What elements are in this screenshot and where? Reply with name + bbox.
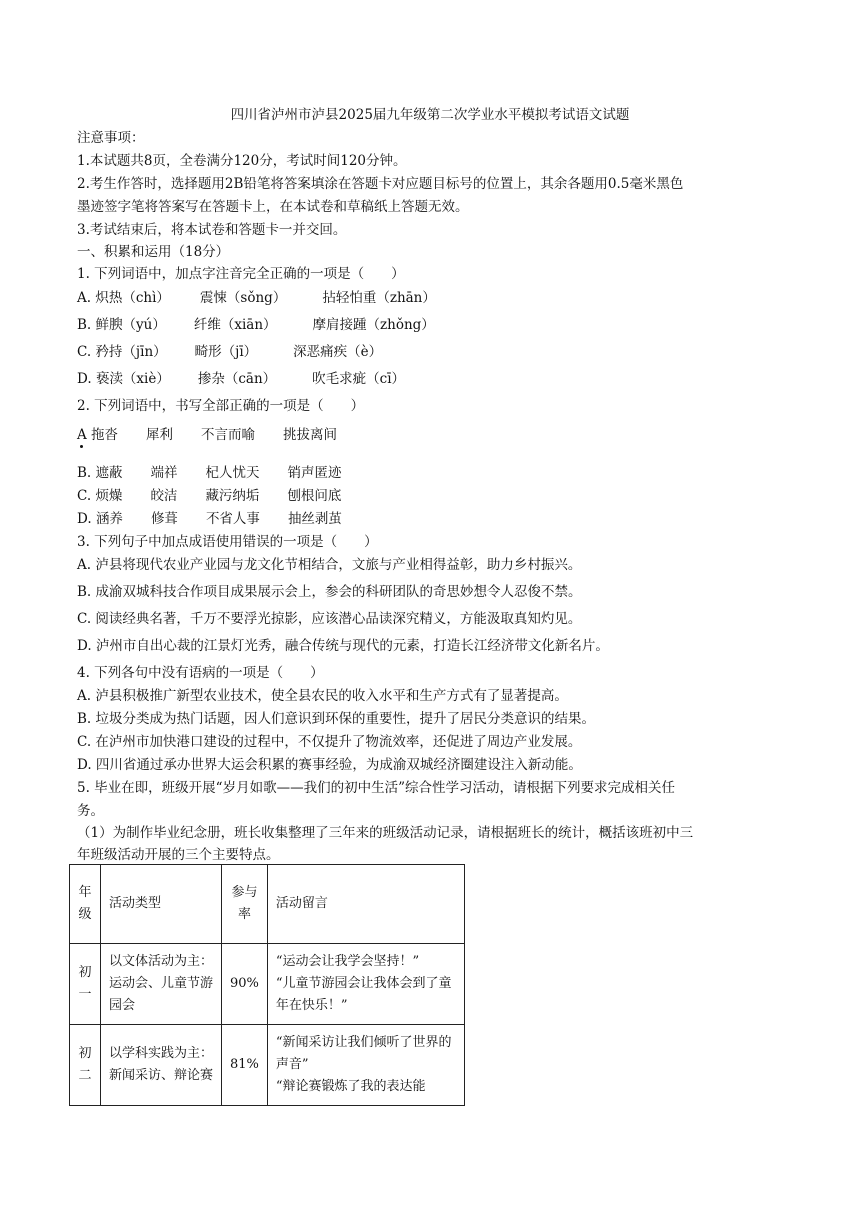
word: 烦燥: [95, 488, 123, 504]
q1-option-c: [77, 342, 382, 362]
option-label: C.: [77, 344, 92, 360]
word: 矜持（jīn）: [95, 344, 167, 360]
q2-stem: 2. 下列词语中，书写全部正确的一项是（ ）: [77, 398, 365, 414]
q1-option-a: [77, 288, 436, 308]
header-rate: 参与率: [222, 865, 268, 944]
word: 端祥: [150, 465, 178, 481]
cell-type: 以文体活动为主：运动会、儿童节游园会: [101, 944, 222, 1025]
q3-option: D. 泸州市自出心裁的江景灯光秀，融合传统与现代的元素，打造长江经济带文化新名片。: [77, 638, 609, 654]
q3-option: A. 泸县将现代农业产业园与龙文化节相结合，文旅与产业相得益彰，助力乡村振兴。: [77, 557, 582, 573]
q5-stem: 5. 毕业在即，班级开展“岁月如歌——我们的初中生活”综合性学习活动，请根据下列要求完成相关任: [77, 780, 675, 796]
message-line: “运动会让我学会坚持！”: [275, 954, 420, 969]
q4-stem: 4. 下列各句中没有语病的一项是（ ）: [77, 665, 324, 681]
word: 修葺: [150, 511, 178, 527]
word: 不言而喻: [201, 427, 256, 443]
word: 犀利: [146, 427, 174, 443]
word: 抽丝剥茧: [287, 511, 342, 527]
word: 拈轻怕重（zhān）: [322, 290, 436, 306]
cell-type: 以学科实践为主：新闻采访、辩论赛: [101, 1025, 222, 1106]
header-grade: 年级: [70, 865, 101, 944]
header-type: 活动类型: [101, 865, 222, 944]
word: 深恶痛疾（è）: [293, 344, 383, 360]
notice-item: 2.考生作答时，选择题用2B铅笔将答案填涂在答题卡对应题目标号的位置上，其余各题用0.5毫米黑色: [77, 176, 684, 192]
q2-option-b: [77, 463, 342, 483]
cell-message: [267, 944, 464, 1025]
cell-rate: 81%: [222, 1025, 268, 1106]
message-line: “新闻采访让我们倾听了世界的声音”: [275, 1035, 452, 1072]
exam-title: 四川省泸州市泸县2025届九年级第二次学业水平模拟考试语文试题: [230, 107, 630, 123]
option-label: C.: [77, 488, 92, 504]
word: 鲜腴（yú）: [95, 317, 166, 333]
word: 销声匿迹: [287, 465, 342, 481]
word: 皎洁: [150, 488, 178, 504]
q3-option: C. 阅读经典名著，千万不要浮光掠影，应该潜心品读深究精义，方能汲取真知灼见。: [77, 611, 582, 627]
word: 遮蔽: [95, 465, 123, 481]
q4-option: B. 垃圾分类成为热门话题，因人们意识到环保的重要性，提升了居民分类意识的结果。: [77, 711, 596, 727]
notice-item: 墨迹签字笔将答案写在答题卡上，在本试卷和草稿纸上答题无效。: [77, 199, 469, 215]
message-line: “辩论赛锻炼了我的表达能: [275, 1079, 426, 1094]
option-label: A.: [77, 290, 92, 306]
word: 拖沓: [91, 427, 119, 443]
q1-stem: 1. 下列词语中，加点字注音完全正确的一项是（ ）: [77, 266, 405, 282]
option-label: B.: [77, 465, 92, 481]
word: 震悚（sǒng）: [199, 290, 287, 306]
q4-option: A. 泸县积极推广新型农业技术，使全县农民的收入水平和生产方式有了显著提高。: [77, 688, 568, 704]
cell-grade: 初一: [70, 944, 101, 1025]
q3-option: B. 成渝双城科技合作项目成果展示会上，参会的科研团队的奇思妙想令人忍俊不禁。: [77, 584, 582, 600]
option-label: D.: [77, 371, 92, 387]
cell-grade: 初二: [70, 1025, 101, 1106]
word: 摩肩接踵（zhǒng）: [312, 317, 435, 333]
option-label: D.: [77, 511, 92, 527]
section-heading: 一、积累和运用（18分）: [77, 244, 230, 260]
q1-option-d: [77, 369, 405, 389]
word: 亵渎（xiè）: [95, 371, 170, 387]
word: 畸形（jī）: [194, 344, 258, 360]
q1-option-b: [77, 315, 435, 335]
word: 藏污纳垢: [205, 488, 260, 504]
word: 挑拔离间: [283, 427, 338, 443]
q5-sub1: （1）为制作毕业纪念册，班长收集整理了三年来的班级活动记录，请根据班长的统计，概括该班初中三: [77, 825, 694, 841]
word: 纤维（xiān）: [193, 317, 277, 333]
word: 吹毛求疵（cī）: [312, 371, 406, 387]
word: 刨根问底: [287, 488, 342, 504]
word: 掺杂（cān）: [197, 371, 277, 387]
word: 涵养: [95, 511, 123, 527]
cell-rate: 90%: [222, 944, 268, 1025]
q5-sub1-cont: 年班级活动开展的三个主要特点。: [77, 847, 280, 863]
table-row: [70, 1025, 465, 1106]
q2-option-d: [77, 509, 342, 529]
q3-stem: 3. 下列句子中加点成语使用错误的一项是（ ）: [77, 534, 378, 550]
q4-option: D. 四川省通过承办世界大运会积累的赛事经验，为成渝双城经济圈建设注入新动能。: [77, 757, 582, 773]
message-line: “儿童节游园会让我体会到了童年在快乐！”: [275, 976, 452, 1013]
cell-message: [267, 1025, 464, 1106]
activity-table: [69, 864, 465, 1106]
q5-stem-cont: 务。: [77, 803, 104, 819]
q2-option-a: [77, 425, 337, 445]
notice-heading: 注意事项：: [77, 130, 145, 146]
q2-option-c: [77, 486, 341, 506]
table-row: [70, 944, 465, 1025]
notice-item: 1.本试题共8页，全卷满分120分，考试时间120分钟。: [77, 153, 407, 169]
q4-option: C. 在泸州市加快港口建设的过程中，不仅提升了物流效率，还促进了周边产业发展。: [77, 734, 582, 750]
notice-item: 3.考试结束后，将本试卷和答题卡一并交回。: [77, 222, 347, 238]
option-label: B.: [77, 317, 92, 333]
table-header-row: [70, 865, 465, 944]
option-label: A: [77, 427, 87, 443]
word: 不省人事: [205, 511, 260, 527]
word: 杞人忧天: [205, 465, 260, 481]
word: 炽热（chì）: [95, 290, 170, 306]
header-message: 活动留言: [267, 865, 464, 944]
